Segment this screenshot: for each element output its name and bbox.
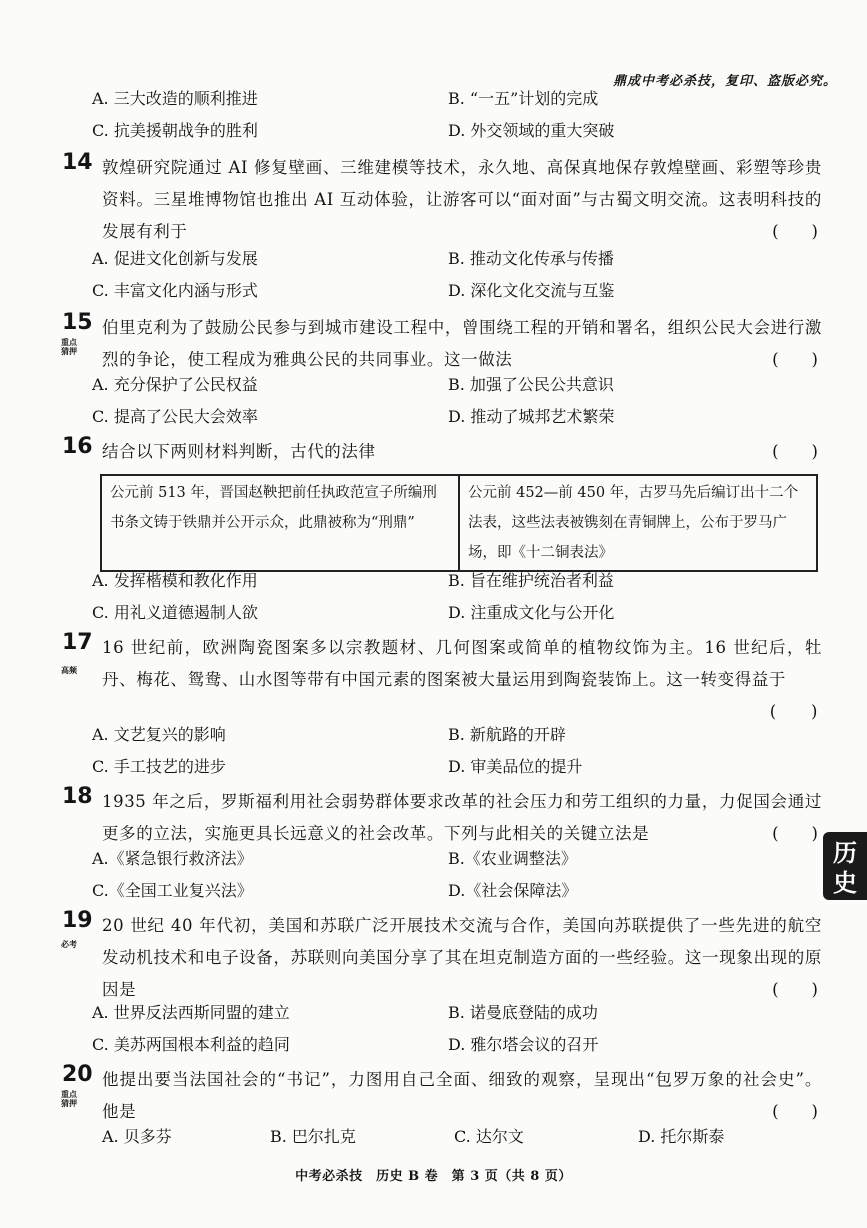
q16-option-a[interactable]: A. 发挥楷模和教化作用 <box>92 571 258 590</box>
q18-option-c[interactable]: C.《全国工业复兴法》 <box>92 881 253 900</box>
question-text: 他提出要当法国社会的“书记”，力图用自己全面、细致的观察，呈现出“包罗万象的社会史”。他是 <box>102 1070 822 1121</box>
q15-options <box>92 374 802 438</box>
q14-option-b[interactable]: B. 推动文化传承与传播 <box>448 249 614 268</box>
q18-option-a[interactable]: A.《紧急银行救济法》 <box>92 849 253 868</box>
q20-option-b[interactable]: B. 巴尔扎克 <box>270 1127 356 1146</box>
q20-options <box>92 1126 802 1158</box>
question-text: 敦煌研究院通过 AI 修复壁画、三维建模等技术，永久地、高保真地保存敦煌壁画、彩塑等珍贵资料。三星堆博物馆也推出 AI 互动体验，让游客可以“面对面”与古蜀文明交流。这表明科技的发展有利于 <box>102 158 822 241</box>
q17-option-a[interactable]: A. 文艺复兴的影响 <box>92 725 226 744</box>
tag-badge: 重点 猜押 <box>61 1090 77 1108</box>
question-16 <box>62 436 822 468</box>
question-number: 17 <box>62 630 93 655</box>
q19-option-b[interactable]: B. 诺曼底登陆的成功 <box>448 1003 598 1022</box>
question-text: 1935 年之后，罗斯福利用社会弱势群体要求改革的社会压力和劳工组织的力量，力促国会通过更多的立法，实施更具长远意义的社会改革。下列与此相关的关键立法是 <box>102 792 822 843</box>
question-text: 伯里克利为了鼓励公民参与到城市建设工程中，曾围绕工程的开销和署名，组织公民大会进行激烈的争论，使工程成为雅典公民的共同事业。这一做法 <box>102 318 822 369</box>
q17-option-b[interactable]: B. 新航路的开辟 <box>448 725 566 744</box>
tag-badge: 必考 <box>61 940 77 949</box>
question-text: 20 世纪 40 年代初，美国和苏联广泛开展技术交流与合作，美国向苏联提供了一些先进的航空发动机技术和电子设备，苏联则向美国分享了其在坦克制造方面的一些经验。这一现象出现的原因是 <box>102 916 822 999</box>
q15-option-a[interactable]: A. 充分保护了公民权益 <box>92 375 258 394</box>
answer-bracket[interactable]: ( ) <box>772 222 818 241</box>
question-number: 18 <box>62 784 93 809</box>
q19-options <box>92 1002 802 1066</box>
answer-bracket[interactable]: ( ) <box>772 350 818 369</box>
q16-option-b[interactable]: B. 旨在维护统治者利益 <box>448 571 614 590</box>
subject-tab: 历史 <box>823 832 867 900</box>
q14-option-d[interactable]: D. 深化文化交流与互鉴 <box>448 281 615 300</box>
q20-option-c[interactable]: C. 达尔文 <box>454 1127 524 1146</box>
q18-option-b[interactable]: B.《农业调整法》 <box>448 849 577 868</box>
tag-badge: 高频 <box>61 666 77 675</box>
question-text: 16 世纪前，欧洲陶瓷图案多以宗教题材、几何图案或简单的植物纹饰为主。16 世纪后，牡丹、梅花、鸳鸯、山水图等带有中国元素的图案被大量运用到陶瓷装饰上。这一转变得益于 <box>102 638 822 689</box>
copyright-note: 鼎成中考必杀技，复印、盗版必究。 <box>612 74 837 89</box>
question-number: 15 <box>62 310 93 335</box>
tag-badge: 重点 猜押 <box>61 338 77 356</box>
q15-option-c[interactable]: C. 提高了公民大会效率 <box>92 407 258 426</box>
q16-option-c[interactable]: C. 用礼义道德遏制人欲 <box>92 603 258 622</box>
q14-option-c[interactable]: C. 丰富文化内涵与形式 <box>92 281 258 300</box>
question-15 <box>62 312 822 376</box>
question-17 <box>62 632 822 728</box>
question-14 <box>62 152 822 248</box>
q13-option-b[interactable]: B. “一五”计划的完成 <box>448 89 599 108</box>
material-table <box>100 474 818 572</box>
q19-option-c[interactable]: C. 美苏两国根本利益的趋同 <box>92 1035 290 1054</box>
q13-option-c[interactable]: C. 抗美援朝战争的胜利 <box>92 121 258 140</box>
q16-option-d[interactable]: D. 注重成文化与公开化 <box>448 603 615 622</box>
question-number: 20 <box>62 1062 93 1087</box>
q20-option-d[interactable]: D. 托尔斯泰 <box>638 1127 725 1146</box>
answer-bracket[interactable]: ( ) <box>772 442 818 461</box>
q14-option-a[interactable]: A. 促进文化创新与发展 <box>92 249 258 268</box>
material-left: 公元前 513 年，晋国赵鞅把前任执政范宣子所编刑书条文铸于铁鼎并公开示众，此鼎被称为“刑鼎” <box>101 475 459 571</box>
q15-option-b[interactable]: B. 加强了公民公共意识 <box>448 375 614 394</box>
question-number: 19 <box>62 908 93 933</box>
q17-options <box>92 724 802 788</box>
q14-options <box>92 248 802 312</box>
question-number: 14 <box>62 150 93 175</box>
q20-option-a[interactable]: A. 贝多芬 <box>102 1127 172 1146</box>
question-number: 16 <box>62 434 93 459</box>
q13-option-d[interactable]: D. 外交领域的重大突破 <box>448 121 615 140</box>
q18-option-d[interactable]: D.《社会保障法》 <box>448 881 578 900</box>
q13-option-a[interactable]: A. 三大改造的顺利推进 <box>92 89 258 108</box>
answer-bracket[interactable]: ( ) <box>769 702 818 721</box>
question-19 <box>62 910 822 1006</box>
q17-option-d[interactable]: D. 审美品位的提升 <box>448 757 583 776</box>
q19-option-a[interactable]: A. 世界反法西斯同盟的建立 <box>92 1003 290 1022</box>
answer-bracket[interactable]: ( ) <box>772 1102 818 1121</box>
answer-bracket[interactable]: ( ) <box>772 824 818 843</box>
q18-options <box>92 848 802 912</box>
question-18 <box>62 786 822 850</box>
question-20 <box>62 1064 822 1128</box>
material-right: 公元前 452—前 450 年，古罗马先后编订出十二个法表，这些法表被镌刻在青铜牌上，公布于罗马广场，即《十二铜表法》 <box>459 475 817 571</box>
q15-option-d[interactable]: D. 推动了城邦艺术繁荣 <box>448 407 615 426</box>
answer-bracket[interactable]: ( ) <box>772 980 818 999</box>
q16-options <box>92 570 802 634</box>
question-text: 结合以下两则材料判断，古代的法律 <box>102 442 376 461</box>
q13-options <box>92 88 802 152</box>
q19-option-d[interactable]: D. 雅尔塔会议的召开 <box>448 1035 599 1054</box>
q17-option-c[interactable]: C. 手工技艺的进步 <box>92 757 226 776</box>
page-footer: 中考必杀技 历史 B 卷 第 3 页（共 8 页） <box>295 1169 572 1184</box>
